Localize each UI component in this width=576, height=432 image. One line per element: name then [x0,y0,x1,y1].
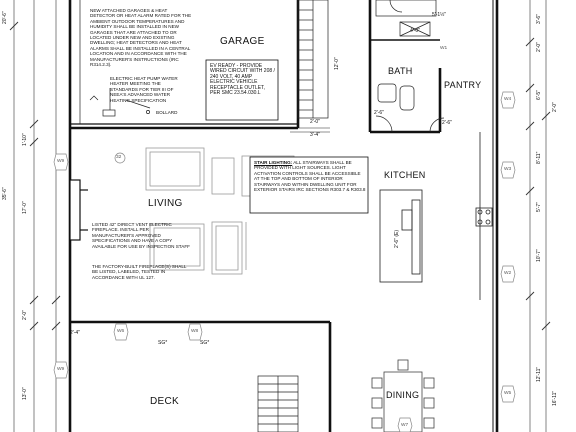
dim-bath-c: 2'-6" [374,110,384,116]
dim-right-4: 8'-11" [536,151,542,164]
ev-ready-note: EV READY - PROVIDE WIRED CIRCUIT WITH 208 / 240 VOLT, 40 AMP ELECTRIC VEHICLE RECEPTACLE OUTLET, PER SMC 23.54.030.L [210,63,275,97]
dim-right-1: 3'-6" [536,14,542,24]
dim-right-8: 2'-0" [552,102,558,112]
dim-left-b: 17'-0" [22,201,28,214]
tag-w8: W8 [191,329,199,334]
stair-lighting-note [254,160,366,192]
dim-right-9: 16'-11" [552,390,558,406]
room-kitchen-label: KITCHEN [384,170,426,180]
kitchen-fixtures [380,132,492,300]
dim-counter: 2'-6" (E) [394,229,400,248]
dim-overall-left: 35'-6" [2,187,8,200]
dim-bath-d: 2'-6" [442,120,452,126]
dim-deck-left: 2'-4" [70,330,80,336]
tag-w5: W5 [504,391,512,396]
dim-sg-1: SG* [158,340,168,346]
water-heater-note: ELECTRIC HEAT PUMP WATER HEATER MEETING THE STANDARDS FOR TIER III OF NEEA'S ADVANCED WATER HEATING SPECIFICATION [110,76,178,103]
tag-w7: W7 [401,423,409,428]
fireplace-note: LISTED 42" DIRECT VENT ELECTRIC FIREPLACE. INSTALL PER MANUFACTURER'S APPROVED SPECIFICATIONS AND HAVE A COPY AVAILABLE FOR USE BY INSPECTION STAFF [92,222,190,249]
tag-w6: W6 [117,329,125,334]
room-garage-label: GARAGE [220,36,265,47]
dim-left-d: 13'-0" [22,387,28,400]
room-dining-label: DINING [386,390,420,400]
tag-w9b: W9 [57,367,65,372]
tag-w9a: W9 [57,159,65,164]
window-tag-shapes [54,92,515,432]
bollard-label: BOLLARD [156,110,178,115]
room-living-label: LIVING [148,198,183,209]
stair-lighting-title: STAIR LIGHTING: [254,160,293,165]
dim-stair-c: 3'-4" [310,132,320,138]
dim-right-5: 5'-7" [536,202,542,212]
tag-w4: W4 [504,97,512,102]
tag-w3: W3 [504,167,512,172]
tag-32: 32 [116,155,122,160]
dim-left-a: 1'-10" [22,133,28,146]
room-deck-label: DECK [150,396,179,407]
dim-stair-a: 12'-0" [334,57,340,70]
tag-w2: W2 [504,271,512,276]
stair-lighting-text: ALL STAIRWAYS SHALL BE PROVIDED WITH LIGHT SOURCES. LIGHT ACTIVATION CONTROLS SHALL BE ACCESSIBLE AT THE TOP AND BOTTOM OF INTERIOR STAIRWAYS AND WITHIN DWELLING UNIT FOR EXTERIOR STAIRS IRC SECTIONS R303.7 & R303.8 [254,160,366,193]
dim-stair-b: 2'-0" [310,119,320,125]
deck-stair [258,376,298,432]
fireplace [70,180,88,240]
dim-left-c: 2'-0" [22,310,28,320]
heat-detector-note: NEW ATTACHED GARAGES & HEAT DETECTOR OR HEAT ALARM RATED FOR THE AMBIENT OUTDOOR TEMPERATURES AND HUMIDITY SHALL BE INSTALLED IN NEW GARAGES THAT ARE ATTACHED TO OR LOCATED UNDER NEW AND EXISTING DWELLING; HEAT DETECTORS AND HEAT ALARMS SHALL BE INSTALLED IN A CENTRAL LOCATION AND IN ACCORDANCE WITH THE MANUFACTURER'S INSTRUCTIONS (IRC R314.2.3). [90,8,192,68]
dim-right-3: 6'-5" [536,90,542,100]
dim-sg-2: SG* [200,340,210,346]
dim-top-left: 20'-6" [2,11,8,24]
garage-stair [290,0,330,132]
dim-right-7: 12'-11" [536,366,542,382]
dim-right-6: 10'-7" [536,249,542,262]
dim-bath-b: 4'-0" [410,28,420,34]
tag-w1: W1 [440,46,448,51]
room-pantry-label: PANTRY [444,80,482,90]
dim-bath-a: 5'-1½" [432,12,447,18]
dim-right-2: 2'-0" [536,42,542,52]
factory-fireplace-note: THE FACTORY-BUILT FIREPLACE(S) SHALL BE LISTED, LABELED, TESTED IN ACCORDANCE WITH UL 127. [92,264,187,280]
room-bath-label: BATH [388,66,413,76]
